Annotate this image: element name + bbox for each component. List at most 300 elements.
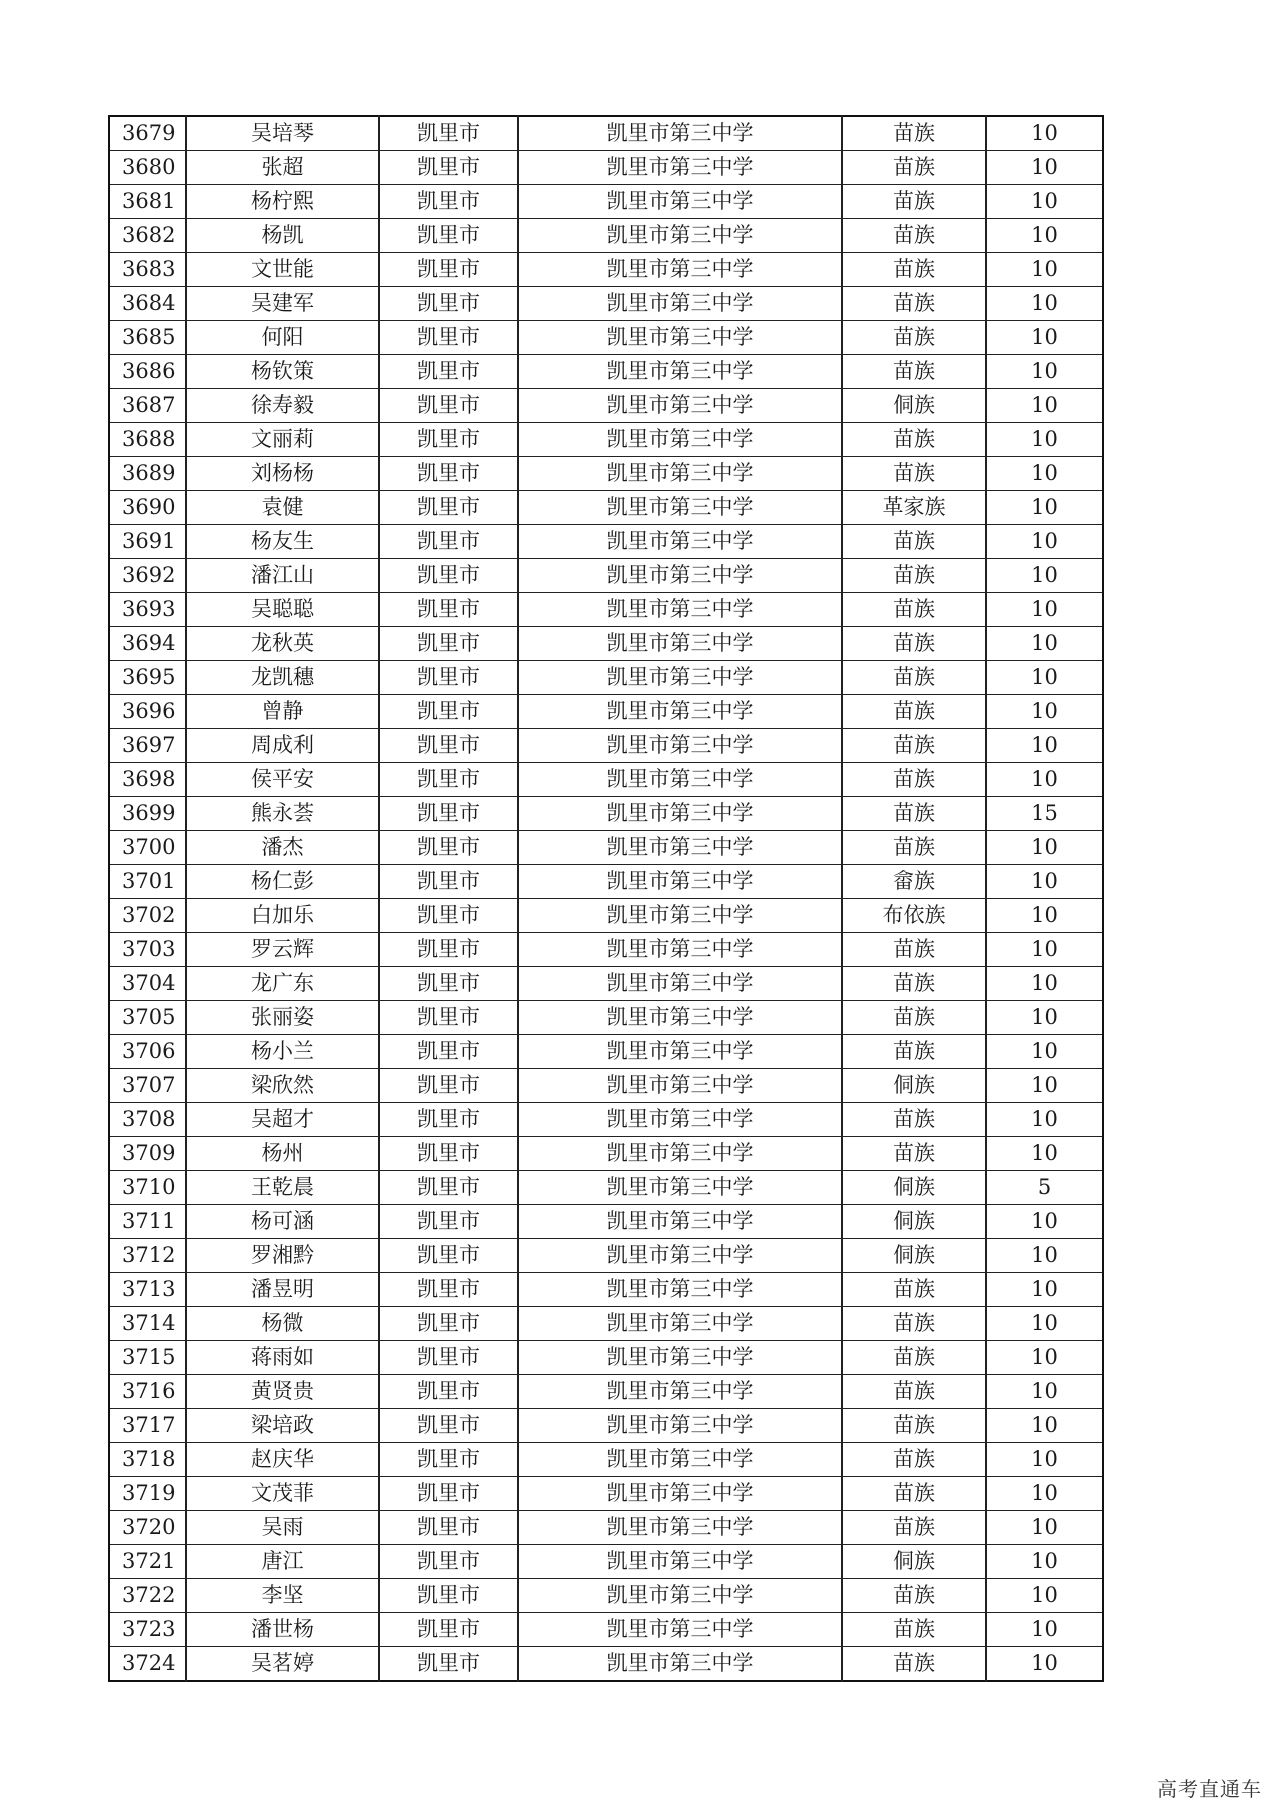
cell-name: 杨仁彭 — [186, 865, 379, 899]
cell-city: 凯里市 — [379, 627, 518, 661]
cell-ethnicity: 侗族 — [842, 1545, 986, 1579]
cell-school: 凯里市第三中学 — [518, 933, 842, 967]
cell-points: 10 — [986, 253, 1103, 287]
roster-body — [109, 116, 1103, 1681]
cell-city: 凯里市 — [379, 899, 518, 933]
table-row — [109, 1511, 1103, 1545]
cell-ethnicity: 苗族 — [842, 1375, 986, 1409]
cell-city: 凯里市 — [379, 1035, 518, 1069]
cell-school: 凯里市第三中学 — [518, 865, 842, 899]
table-row — [109, 457, 1103, 491]
cell-name: 杨友生 — [186, 525, 379, 559]
cell-school: 凯里市第三中学 — [518, 219, 842, 253]
cell-school: 凯里市第三中学 — [518, 695, 842, 729]
cell-ethnicity: 侗族 — [842, 1069, 986, 1103]
cell-school: 凯里市第三中学 — [518, 1613, 842, 1647]
cell-number: 3721 — [109, 1545, 186, 1579]
cell-points: 10 — [986, 1069, 1103, 1103]
cell-name: 王乾晨 — [186, 1171, 379, 1205]
cell-school: 凯里市第三中学 — [518, 1171, 842, 1205]
cell-ethnicity: 苗族 — [842, 1511, 986, 1545]
cell-name: 周成利 — [186, 729, 379, 763]
cell-number: 3682 — [109, 219, 186, 253]
cell-name: 熊永荟 — [186, 797, 379, 831]
cell-number: 3685 — [109, 321, 186, 355]
cell-name: 梁培政 — [186, 1409, 379, 1443]
cell-school: 凯里市第三中学 — [518, 1477, 842, 1511]
table-row — [109, 1035, 1103, 1069]
cell-name: 龙广东 — [186, 967, 379, 1001]
cell-name: 白加乐 — [186, 899, 379, 933]
cell-ethnicity: 苗族 — [842, 457, 986, 491]
table-row — [109, 253, 1103, 287]
cell-name: 吴茗婷 — [186, 1647, 379, 1682]
cell-school: 凯里市第三中学 — [518, 1545, 842, 1579]
cell-ethnicity: 侗族 — [842, 1171, 986, 1205]
cell-school: 凯里市第三中学 — [518, 355, 842, 389]
table-row — [109, 525, 1103, 559]
table-row — [109, 355, 1103, 389]
cell-school: 凯里市第三中学 — [518, 967, 842, 1001]
cell-city: 凯里市 — [379, 967, 518, 1001]
cell-city: 凯里市 — [379, 253, 518, 287]
table-row — [109, 1205, 1103, 1239]
table-row — [109, 1545, 1103, 1579]
cell-points: 15 — [986, 797, 1103, 831]
cell-school: 凯里市第三中学 — [518, 627, 842, 661]
cell-name: 杨州 — [186, 1137, 379, 1171]
cell-number: 3687 — [109, 389, 186, 423]
cell-number: 3695 — [109, 661, 186, 695]
cell-name: 李坚 — [186, 1579, 379, 1613]
cell-name: 吴聪聪 — [186, 593, 379, 627]
cell-city: 凯里市 — [379, 389, 518, 423]
cell-school: 凯里市第三中学 — [518, 1273, 842, 1307]
cell-points: 10 — [986, 1613, 1103, 1647]
cell-ethnicity: 苗族 — [842, 1477, 986, 1511]
table-row — [109, 1647, 1103, 1682]
cell-school: 凯里市第三中学 — [518, 1511, 842, 1545]
cell-points: 10 — [986, 1137, 1103, 1171]
cell-city: 凯里市 — [379, 1205, 518, 1239]
cell-points: 10 — [986, 627, 1103, 661]
cell-number: 3717 — [109, 1409, 186, 1443]
cell-name: 吴建军 — [186, 287, 379, 321]
cell-school: 凯里市第三中学 — [518, 491, 842, 525]
cell-school: 凯里市第三中学 — [518, 525, 842, 559]
cell-points: 10 — [986, 1273, 1103, 1307]
cell-number: 3692 — [109, 559, 186, 593]
watermark: 高考直通车 — [1157, 1777, 1262, 1801]
cell-city: 凯里市 — [379, 287, 518, 321]
cell-name: 侯平安 — [186, 763, 379, 797]
table-row — [109, 661, 1103, 695]
cell-city: 凯里市 — [379, 1103, 518, 1137]
cell-points: 10 — [986, 491, 1103, 525]
cell-ethnicity: 苗族 — [842, 1443, 986, 1477]
cell-number: 3707 — [109, 1069, 186, 1103]
cell-ethnicity: 苗族 — [842, 831, 986, 865]
cell-number: 3684 — [109, 287, 186, 321]
cell-number: 3705 — [109, 1001, 186, 1035]
cell-city: 凯里市 — [379, 1545, 518, 1579]
cell-number: 3720 — [109, 1511, 186, 1545]
cell-city: 凯里市 — [379, 525, 518, 559]
cell-city: 凯里市 — [379, 219, 518, 253]
cell-points: 10 — [986, 899, 1103, 933]
cell-number: 3686 — [109, 355, 186, 389]
cell-name: 杨钦策 — [186, 355, 379, 389]
cell-school: 凯里市第三中学 — [518, 1239, 842, 1273]
cell-points: 10 — [986, 389, 1103, 423]
cell-school: 凯里市第三中学 — [518, 321, 842, 355]
cell-number: 3697 — [109, 729, 186, 763]
cell-name: 潘世杨 — [186, 1613, 379, 1647]
table-row — [109, 1171, 1103, 1205]
cell-city: 凯里市 — [379, 185, 518, 219]
cell-ethnicity: 苗族 — [842, 627, 986, 661]
cell-school: 凯里市第三中学 — [518, 1443, 842, 1477]
cell-number: 3688 — [109, 423, 186, 457]
cell-ethnicity: 苗族 — [842, 116, 986, 151]
cell-number: 3709 — [109, 1137, 186, 1171]
cell-points: 10 — [986, 1409, 1103, 1443]
cell-city: 凯里市 — [379, 763, 518, 797]
cell-name: 杨微 — [186, 1307, 379, 1341]
cell-school: 凯里市第三中学 — [518, 1579, 842, 1613]
table-row — [109, 1341, 1103, 1375]
cell-number: 3706 — [109, 1035, 186, 1069]
cell-school: 凯里市第三中学 — [518, 593, 842, 627]
cell-points: 10 — [986, 967, 1103, 1001]
cell-name: 杨小兰 — [186, 1035, 379, 1069]
cell-school: 凯里市第三中学 — [518, 661, 842, 695]
cell-ethnicity: 苗族 — [842, 933, 986, 967]
table-row — [109, 287, 1103, 321]
cell-ethnicity: 苗族 — [842, 355, 986, 389]
cell-name: 罗云辉 — [186, 933, 379, 967]
cell-school: 凯里市第三中学 — [518, 797, 842, 831]
cell-city: 凯里市 — [379, 1579, 518, 1613]
table-row — [109, 593, 1103, 627]
cell-school: 凯里市第三中学 — [518, 899, 842, 933]
cell-name: 何阳 — [186, 321, 379, 355]
cell-city: 凯里市 — [379, 457, 518, 491]
cell-ethnicity: 苗族 — [842, 797, 986, 831]
cell-city: 凯里市 — [379, 1477, 518, 1511]
cell-school: 凯里市第三中学 — [518, 287, 842, 321]
cell-number: 3699 — [109, 797, 186, 831]
cell-city: 凯里市 — [379, 151, 518, 185]
cell-ethnicity: 苗族 — [842, 525, 986, 559]
cell-school: 凯里市第三中学 — [518, 116, 842, 151]
cell-name: 杨可涵 — [186, 1205, 379, 1239]
cell-school: 凯里市第三中学 — [518, 1409, 842, 1443]
cell-city: 凯里市 — [379, 559, 518, 593]
cell-number: 3702 — [109, 899, 186, 933]
cell-number: 3711 — [109, 1205, 186, 1239]
table-row — [109, 797, 1103, 831]
cell-number: 3698 — [109, 763, 186, 797]
cell-school: 凯里市第三中学 — [518, 1137, 842, 1171]
cell-number: 3689 — [109, 457, 186, 491]
cell-number: 3710 — [109, 1171, 186, 1205]
cell-points: 10 — [986, 1341, 1103, 1375]
cell-points: 10 — [986, 525, 1103, 559]
cell-number: 3681 — [109, 185, 186, 219]
cell-city: 凯里市 — [379, 1613, 518, 1647]
table-row — [109, 967, 1103, 1001]
cell-number: 3694 — [109, 627, 186, 661]
cell-city: 凯里市 — [379, 1001, 518, 1035]
cell-number: 3719 — [109, 1477, 186, 1511]
cell-city: 凯里市 — [379, 1171, 518, 1205]
cell-points: 10 — [986, 831, 1103, 865]
cell-points: 10 — [986, 695, 1103, 729]
cell-ethnicity: 苗族 — [842, 1273, 986, 1307]
cell-name: 杨柠熙 — [186, 185, 379, 219]
cell-school: 凯里市第三中学 — [518, 1001, 842, 1035]
cell-name: 潘江山 — [186, 559, 379, 593]
table-row — [109, 116, 1103, 151]
cell-points: 10 — [986, 1647, 1103, 1682]
cell-ethnicity: 布依族 — [842, 899, 986, 933]
cell-points: 10 — [986, 1103, 1103, 1137]
cell-city: 凯里市 — [379, 1511, 518, 1545]
cell-city: 凯里市 — [379, 1443, 518, 1477]
cell-points: 10 — [986, 151, 1103, 185]
cell-ethnicity: 革家族 — [842, 491, 986, 525]
cell-school: 凯里市第三中学 — [518, 253, 842, 287]
cell-name: 吴培琴 — [186, 116, 379, 151]
cell-number: 3700 — [109, 831, 186, 865]
cell-name: 徐寿毅 — [186, 389, 379, 423]
cell-name: 潘杰 — [186, 831, 379, 865]
cell-city: 凯里市 — [379, 933, 518, 967]
table-row — [109, 1613, 1103, 1647]
table-row — [109, 1307, 1103, 1341]
cell-name: 罗湘黔 — [186, 1239, 379, 1273]
cell-ethnicity: 苗族 — [842, 967, 986, 1001]
cell-city: 凯里市 — [379, 321, 518, 355]
table-row — [109, 491, 1103, 525]
cell-school: 凯里市第三中学 — [518, 1035, 842, 1069]
cell-city: 凯里市 — [379, 1273, 518, 1307]
cell-name: 文丽莉 — [186, 423, 379, 457]
cell-school: 凯里市第三中学 — [518, 831, 842, 865]
cell-points: 10 — [986, 1511, 1103, 1545]
cell-points: 5 — [986, 1171, 1103, 1205]
table-row — [109, 865, 1103, 899]
cell-ethnicity: 苗族 — [842, 287, 986, 321]
cell-points: 10 — [986, 457, 1103, 491]
cell-ethnicity: 苗族 — [842, 1579, 986, 1613]
cell-city: 凯里市 — [379, 1409, 518, 1443]
cell-ethnicity: 苗族 — [842, 151, 986, 185]
cell-name: 蒋雨如 — [186, 1341, 379, 1375]
cell-number: 3679 — [109, 116, 186, 151]
cell-city: 凯里市 — [379, 661, 518, 695]
cell-name: 吴雨 — [186, 1511, 379, 1545]
table-row — [109, 1239, 1103, 1273]
cell-name: 龙凯穗 — [186, 661, 379, 695]
cell-number: 3690 — [109, 491, 186, 525]
cell-ethnicity: 苗族 — [842, 559, 986, 593]
cell-city: 凯里市 — [379, 797, 518, 831]
cell-number: 3714 — [109, 1307, 186, 1341]
cell-ethnicity: 苗族 — [842, 1613, 986, 1647]
table-row — [109, 1579, 1103, 1613]
cell-points: 10 — [986, 1375, 1103, 1409]
cell-school: 凯里市第三中学 — [518, 1647, 842, 1682]
table-row — [109, 1443, 1103, 1477]
cell-ethnicity: 苗族 — [842, 1137, 986, 1171]
cell-city: 凯里市 — [379, 491, 518, 525]
cell-number: 3722 — [109, 1579, 186, 1613]
cell-city: 凯里市 — [379, 355, 518, 389]
cell-number: 3716 — [109, 1375, 186, 1409]
cell-name: 张丽姿 — [186, 1001, 379, 1035]
roster-table — [108, 115, 1104, 1682]
cell-points: 10 — [986, 1239, 1103, 1273]
cell-number: 3701 — [109, 865, 186, 899]
table-row — [109, 1103, 1103, 1137]
cell-points: 10 — [986, 185, 1103, 219]
table-row — [109, 1273, 1103, 1307]
table-row — [109, 321, 1103, 355]
cell-ethnicity: 苗族 — [842, 185, 986, 219]
table-row — [109, 1409, 1103, 1443]
table-row — [109, 1137, 1103, 1171]
cell-name: 黄贤贵 — [186, 1375, 379, 1409]
cell-number: 3693 — [109, 593, 186, 627]
cell-number: 3691 — [109, 525, 186, 559]
cell-city: 凯里市 — [379, 831, 518, 865]
table-row — [109, 695, 1103, 729]
cell-ethnicity: 苗族 — [842, 593, 986, 627]
cell-number: 3704 — [109, 967, 186, 1001]
cell-points: 10 — [986, 661, 1103, 695]
cell-number: 3718 — [109, 1443, 186, 1477]
cell-name: 文茂菲 — [186, 1477, 379, 1511]
cell-number: 3680 — [109, 151, 186, 185]
cell-school: 凯里市第三中学 — [518, 151, 842, 185]
cell-points: 10 — [986, 763, 1103, 797]
cell-school: 凯里市第三中学 — [518, 1205, 842, 1239]
table-row — [109, 831, 1103, 865]
cell-ethnicity: 侗族 — [842, 1239, 986, 1273]
cell-city: 凯里市 — [379, 1341, 518, 1375]
cell-points: 10 — [986, 1001, 1103, 1035]
cell-school: 凯里市第三中学 — [518, 763, 842, 797]
cell-ethnicity: 苗族 — [842, 1409, 986, 1443]
cell-name: 刘杨杨 — [186, 457, 379, 491]
table-row — [109, 899, 1103, 933]
table-row — [109, 763, 1103, 797]
cell-ethnicity: 苗族 — [842, 695, 986, 729]
cell-ethnicity: 苗族 — [842, 1035, 986, 1069]
cell-city: 凯里市 — [379, 423, 518, 457]
cell-school: 凯里市第三中学 — [518, 1103, 842, 1137]
cell-name: 龙秋英 — [186, 627, 379, 661]
cell-ethnicity: 苗族 — [842, 661, 986, 695]
cell-points: 10 — [986, 1545, 1103, 1579]
cell-ethnicity: 苗族 — [842, 763, 986, 797]
table-row — [109, 219, 1103, 253]
cell-ethnicity: 苗族 — [842, 1103, 986, 1137]
cell-ethnicity: 侗族 — [842, 389, 986, 423]
cell-points: 10 — [986, 1307, 1103, 1341]
cell-ethnicity: 苗族 — [842, 321, 986, 355]
cell-ethnicity: 苗族 — [842, 423, 986, 457]
cell-school: 凯里市第三中学 — [518, 1375, 842, 1409]
cell-name: 杨凯 — [186, 219, 379, 253]
cell-name: 赵庆华 — [186, 1443, 379, 1477]
cell-city: 凯里市 — [379, 1375, 518, 1409]
cell-points: 10 — [986, 933, 1103, 967]
cell-number: 3708 — [109, 1103, 186, 1137]
cell-ethnicity: 苗族 — [842, 1341, 986, 1375]
cell-city: 凯里市 — [379, 593, 518, 627]
cell-school: 凯里市第三中学 — [518, 185, 842, 219]
cell-points: 10 — [986, 355, 1103, 389]
cell-name: 梁欣然 — [186, 1069, 379, 1103]
cell-name: 文世能 — [186, 253, 379, 287]
cell-points: 10 — [986, 729, 1103, 763]
cell-points: 10 — [986, 321, 1103, 355]
cell-points: 10 — [986, 1443, 1103, 1477]
table-row — [109, 559, 1103, 593]
table-row — [109, 389, 1103, 423]
cell-name: 张超 — [186, 151, 379, 185]
cell-points: 10 — [986, 1205, 1103, 1239]
cell-city: 凯里市 — [379, 865, 518, 899]
table-row — [109, 1069, 1103, 1103]
cell-name: 曾静 — [186, 695, 379, 729]
cell-school: 凯里市第三中学 — [518, 559, 842, 593]
cell-number: 3696 — [109, 695, 186, 729]
cell-city: 凯里市 — [379, 1239, 518, 1273]
cell-city: 凯里市 — [379, 1137, 518, 1171]
cell-ethnicity: 苗族 — [842, 1001, 986, 1035]
cell-number: 3703 — [109, 933, 186, 967]
cell-points: 10 — [986, 1035, 1103, 1069]
cell-points: 10 — [986, 116, 1103, 151]
cell-ethnicity: 苗族 — [842, 219, 986, 253]
table-row — [109, 1477, 1103, 1511]
cell-number: 3724 — [109, 1647, 186, 1682]
cell-ethnicity: 侗族 — [842, 1205, 986, 1239]
cell-points: 10 — [986, 423, 1103, 457]
cell-city: 凯里市 — [379, 695, 518, 729]
cell-points: 10 — [986, 219, 1103, 253]
table-row — [109, 151, 1103, 185]
cell-number: 3683 — [109, 253, 186, 287]
cell-points: 10 — [986, 559, 1103, 593]
cell-city: 凯里市 — [379, 1307, 518, 1341]
table-row — [109, 1001, 1103, 1035]
cell-school: 凯里市第三中学 — [518, 1341, 842, 1375]
cell-points: 10 — [986, 1477, 1103, 1511]
cell-name: 潘昱明 — [186, 1273, 379, 1307]
cell-name: 袁健 — [186, 491, 379, 525]
cell-city: 凯里市 — [379, 116, 518, 151]
cell-number: 3712 — [109, 1239, 186, 1273]
cell-points: 10 — [986, 593, 1103, 627]
cell-ethnicity: 苗族 — [842, 253, 986, 287]
table-row — [109, 729, 1103, 763]
table-row — [109, 933, 1103, 967]
